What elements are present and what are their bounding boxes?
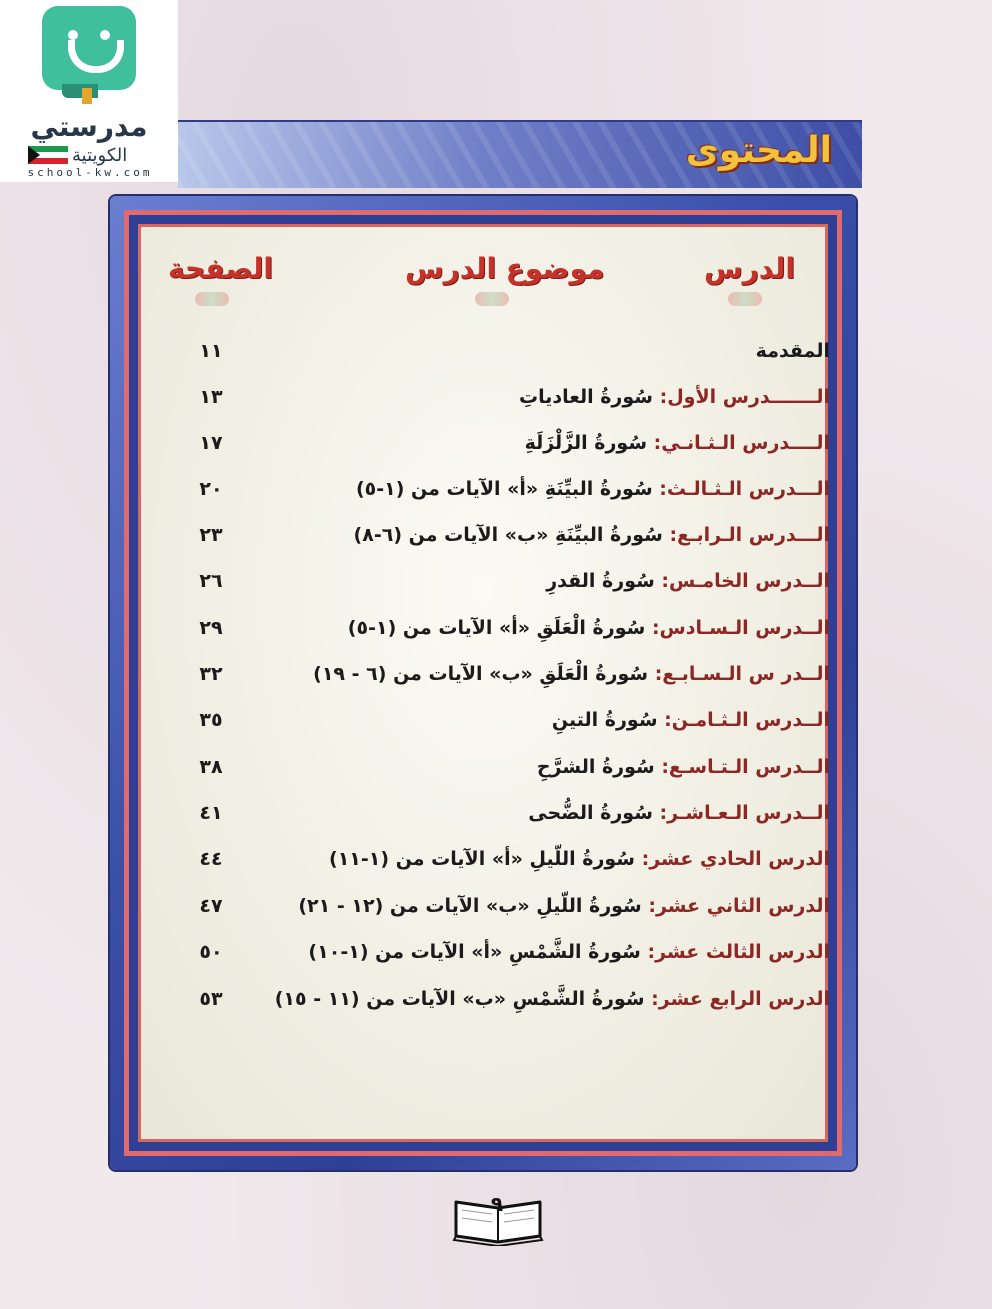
toc-page-number: ١١ [199,340,223,362]
logo-tab-icon [62,84,98,98]
toc-entry [525,432,830,454]
toc-row[interactable] [170,478,830,518]
toc-entry [356,478,830,500]
toc-page-number: ٢٣ [199,524,223,546]
toc-lesson-title: سُورةُ العادياتِ [518,386,653,408]
toc-row[interactable] [170,941,830,981]
toc-row[interactable] [170,802,830,842]
toc-page-number: ٥٣ [199,988,223,1010]
toc-lesson-title: سُورةُ اللّيلِ «أ» الآيات من (١-١١) [329,848,635,870]
toc-entry [528,802,830,824]
header-lesson: الدرس [703,252,795,285]
logo-smile-icon [68,40,124,73]
toc-row[interactable] [170,386,830,426]
toc-lesson-title: سُورةُ القدرِ [546,570,655,592]
toc-row[interactable] [170,848,830,888]
logo-name: مدرستي [30,110,148,143]
toc-lesson-title: سُورةُ اللّيلِ «ب» الآيات من (١٢ - ٢١) [298,895,642,917]
toc-lesson-title: سُورةُ الْعَلَقِ «أ» الآيات من (١-٥) [347,617,646,639]
toc-row[interactable] [170,988,830,1028]
toc-entry [519,386,830,408]
logo-mark-icon [42,6,136,90]
toc-entry [354,524,830,546]
toc-entry [308,941,830,963]
toc-lesson-title: سُورةُ الزَّلْزَلَةِ [524,432,648,454]
toc-page-number: ٢٦ [199,570,223,592]
toc-lesson-label: الدرس الرابع عشر: [651,988,830,1010]
header-ornament-icon [195,292,229,306]
toc-lesson-label: الــدرس الخامـس: [661,570,830,592]
logo-eye-icon [100,30,110,40]
toc-row[interactable] [170,570,830,610]
toc-lesson-title: سُورةُ التينِ [551,709,658,731]
toc-row[interactable] [170,432,830,472]
toc-lesson-title: سُورةُ الشَّمْسِ «أ» الآيات من (١-١٠) [308,941,641,963]
toc-lesson-label: الــدرس الـثـامـن: [664,709,830,731]
toc-lesson-label: الــــدرس الـثـانـي: [653,432,830,454]
toc-lesson-label: الـــدرس الـرابـع: [669,524,830,546]
logo-bookmark-icon [82,88,92,104]
toc-page-number: ٢٩ [199,617,223,639]
toc-page-number: ٣٢ [199,663,223,685]
toc-row[interactable] [170,895,830,935]
toc-row[interactable] [170,663,830,703]
toc-entry [329,848,830,870]
kuwait-flag-icon [28,146,68,164]
logo-eye-icon [68,30,78,40]
toc-page-number: ٤٤ [199,848,223,870]
toc-lesson-label: الــدرس الـسـادس: [651,617,830,639]
toc-lesson-title: المقدمة [755,340,830,362]
toc-row[interactable] [170,756,830,796]
contents-banner [178,120,862,188]
toc-row[interactable] [170,524,830,564]
toc-entry [348,617,830,639]
toc-row[interactable] [170,617,830,657]
toc-lesson-title: سُورةُ البيِّنَةِ «ب» الآيات من (٦-٨) [353,524,663,546]
toc-lesson-title: سُورةُ الضُّحى [528,802,653,824]
header-ornament-icon [475,292,509,306]
header-page: الصفحة [168,252,274,285]
toc-row[interactable] [170,340,830,380]
toc-lesson-label: الدرس الثالث عشر: [647,941,830,963]
header-ornament-icon [728,292,762,306]
toc-entry [298,895,830,917]
toc-lesson-title: سُورةُ الشرَّحِ [536,756,655,778]
toc-lesson-title: سُورةُ الْعَلَقِ «ب» الآيات من (٦ - ١٩) [313,663,649,685]
school-logo [0,0,178,182]
toc-row[interactable] [170,709,830,749]
toc-entry [552,709,830,731]
toc-entry [546,570,830,592]
toc-lesson-title: سُورةُ البيِّنَةِ «أ» الآيات من (١-٥) [355,478,653,500]
toc-page-number: ٥٠ [199,941,223,963]
toc-page-number: ٣٥ [199,709,223,731]
banner-title: المحتوى [685,130,832,171]
toc-lesson-label: الــدرس الـتـاسـع: [661,756,830,778]
toc-entry [537,756,830,778]
toc-lesson-label: الــدرس الـعـاشـر: [659,802,830,824]
toc-page-number: ٣٨ [199,756,223,778]
toc-page-number: ٤٧ [199,895,223,917]
toc-lesson-label: الـــدرس الـثـالـث: [659,478,830,500]
toc-entry [275,988,830,1010]
toc-lesson-label: الدرس الحادي عشر: [641,848,830,870]
toc-entry [313,663,830,685]
header-topic: موضوع الدرس [405,252,605,285]
toc-page-number: ٢٠ [199,478,223,500]
toc-entry [756,340,830,362]
toc-lesson-label: الــدر س الـسـابـع: [654,663,830,685]
toc-page-number: ٤١ [199,802,223,824]
toc-lesson-label: الـــــــدرس الأول: [659,386,830,408]
toc-lesson-label: الدرس الثاني عشر: [648,895,830,917]
logo-subtitle: الكويتية [72,145,128,166]
toc-page-number: ١٣ [199,386,223,408]
logo-url: school-kw.com [27,166,153,179]
toc-page-number: ١٧ [199,432,223,454]
toc-lesson-title: سُورةُ الشَّمْسِ «ب» الآيات من (١١ - ١٥) [274,988,645,1010]
page-number: ٩ [490,1192,504,1216]
